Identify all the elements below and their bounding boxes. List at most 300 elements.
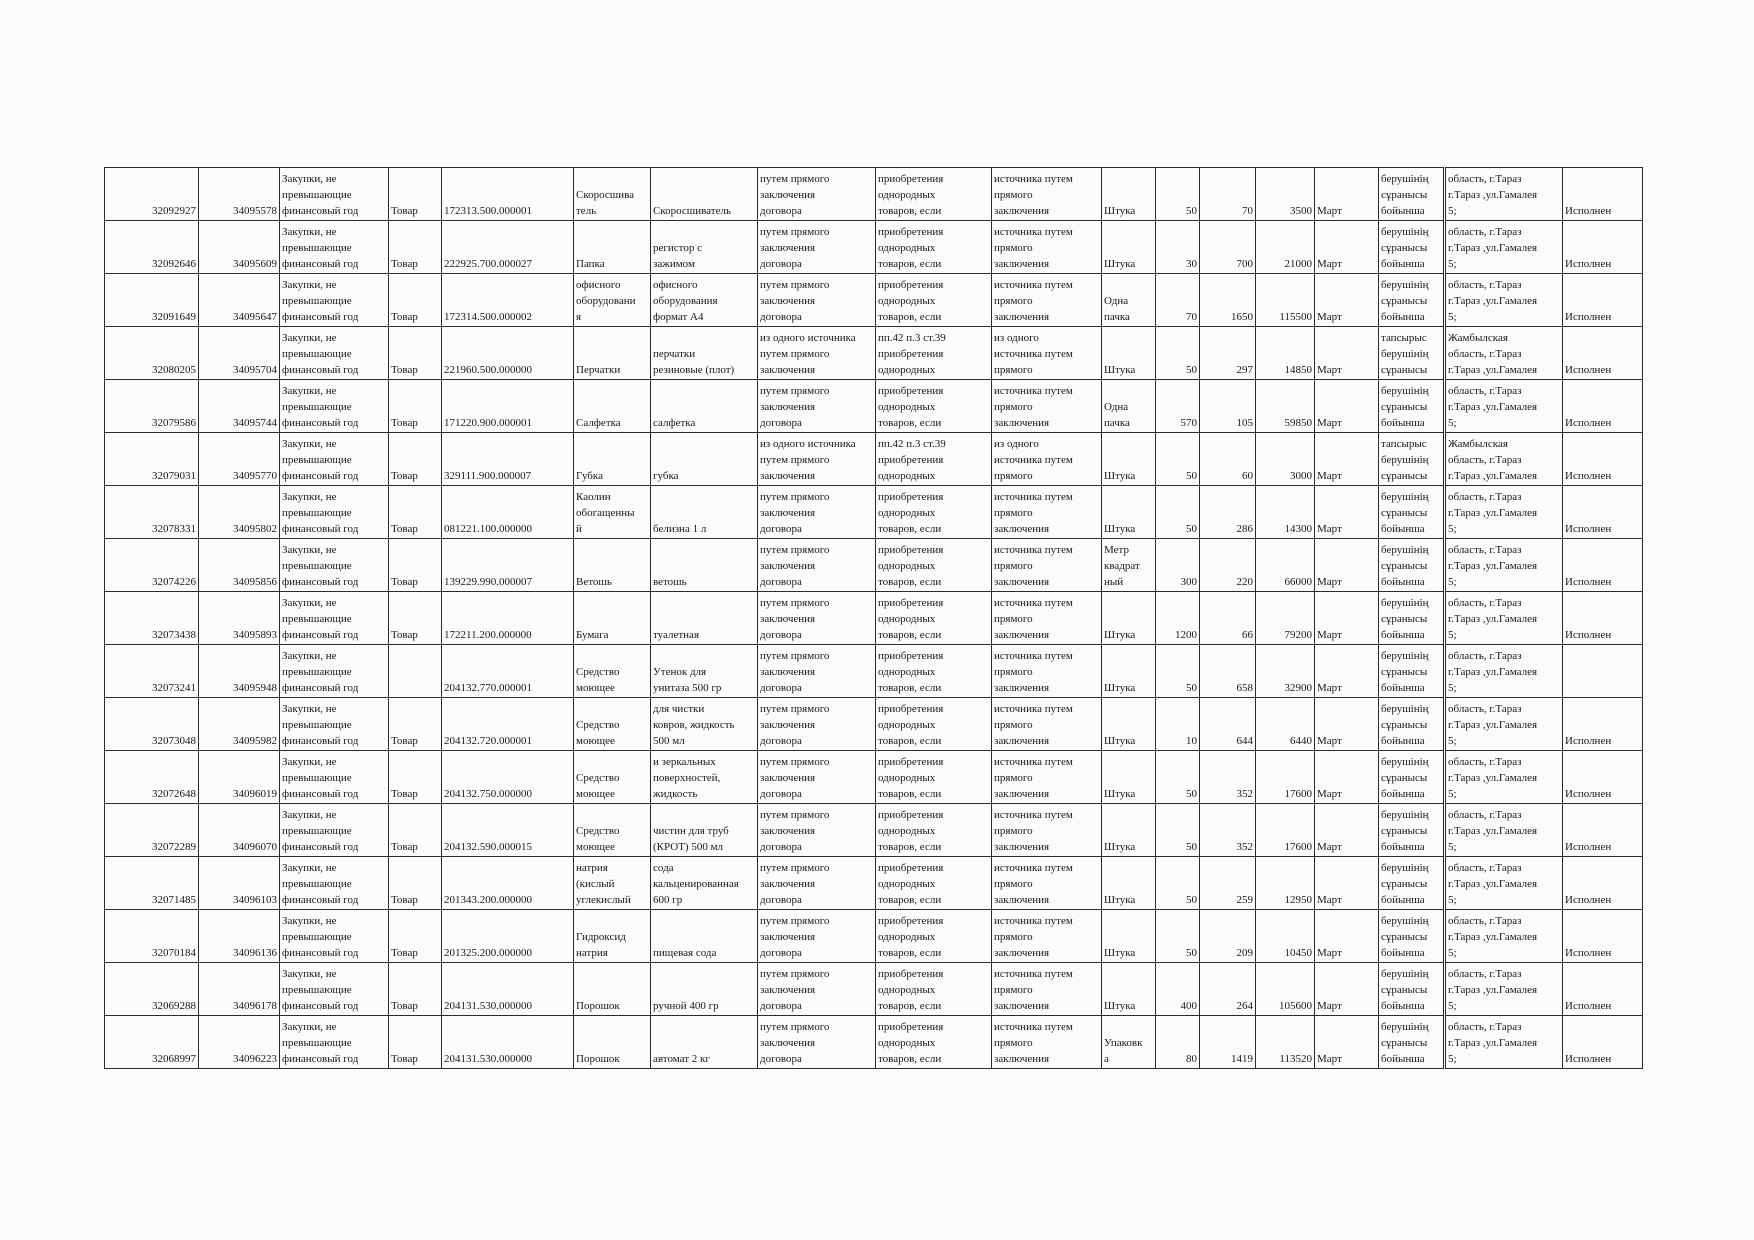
procurement-method-text: путем прямого заключения договора [760, 544, 830, 588]
method-detail-cell [992, 592, 1102, 645]
unit-cell [1102, 221, 1156, 274]
status-text: Исполнен [1565, 417, 1612, 429]
quantity-cell [1156, 274, 1200, 327]
unit-price-text: 60 [1242, 470, 1253, 482]
subject-type-text: Товар [391, 1053, 418, 1065]
reestr-number-cell [105, 963, 199, 1016]
table-row [105, 380, 1643, 433]
unit-cell [1102, 804, 1156, 857]
subject-type-text: Товар [391, 523, 418, 535]
amount-cell [1256, 1016, 1315, 1069]
unit-price-text: 66 [1242, 629, 1253, 641]
delivery-terms-cell [1379, 274, 1445, 327]
table-row [105, 963, 1643, 1016]
reestr-number-cell [105, 380, 199, 433]
subject-type-text: Товар [391, 841, 418, 853]
reestr-number-cell [105, 751, 199, 804]
subject-type-cell [389, 910, 442, 963]
table-row [105, 645, 1643, 698]
item-name-cell [574, 804, 651, 857]
unit-cell [1102, 910, 1156, 963]
month-cell [1315, 433, 1379, 486]
procurement-method-cell [758, 645, 876, 698]
delivery-terms-cell [1379, 592, 1445, 645]
item-name-text: Ветошь [576, 576, 612, 588]
item-number-cell [199, 539, 280, 592]
amount-text: 21000 [1284, 258, 1312, 270]
procurement-type-text: Закупки, не превышающие финансовый год [282, 385, 359, 429]
item-number-text: 34095893 [233, 629, 277, 641]
unit-cell [1102, 486, 1156, 539]
month-text: Март [1317, 947, 1342, 959]
method-detail-text: источника путем прямого заключения [994, 650, 1073, 694]
item-description-cell [651, 433, 758, 486]
reestr-number-cell [105, 274, 199, 327]
item-description-cell [651, 751, 758, 804]
item-name-cell [574, 910, 651, 963]
method-detail-text: из одного источника путем прямого [994, 438, 1073, 482]
status-text: Исполнен [1565, 1000, 1612, 1012]
method-detail-cell [992, 433, 1102, 486]
delivery-terms-cell [1379, 539, 1445, 592]
amount-cell [1256, 751, 1315, 804]
procurement-method-text: путем прямого заключения договора [760, 862, 830, 906]
unit-text: Упаковк а [1104, 1037, 1143, 1065]
delivery-place-text: область, г.Тараз г.Тараз ,ул.Гамалея 5; [1448, 703, 1538, 747]
amount-cell [1256, 910, 1315, 963]
status-cell [1563, 486, 1643, 539]
month-text: Март [1317, 576, 1342, 588]
procurement-type-cell [280, 221, 389, 274]
ktru-code-text: 222925.700.000027 [444, 258, 532, 270]
procurement-method-text: путем прямого заключения договора [760, 1021, 830, 1065]
month-text: Март [1317, 364, 1342, 376]
item-name-cell [574, 274, 651, 327]
amount-cell [1256, 327, 1315, 380]
ktru-code-text: 201325.200.000000 [444, 947, 532, 959]
table-row [105, 592, 1643, 645]
item-number-text: 34095982 [233, 735, 277, 747]
delivery-place-cell [1445, 592, 1563, 645]
reestr-number-text: 32069288 [152, 1000, 196, 1012]
reestr-number-cell [105, 539, 199, 592]
item-name-cell [574, 963, 651, 1016]
status-text: Исполнен [1565, 258, 1612, 270]
month-text: Март [1317, 735, 1342, 747]
unit-cell [1102, 698, 1156, 751]
month-cell [1315, 327, 1379, 380]
item-description-text: Утенок для унитаза 500 гр [653, 666, 722, 694]
reestr-number-cell [105, 1016, 199, 1069]
method-detail-cell [992, 486, 1102, 539]
reestr-number-text: 32074226 [152, 576, 196, 588]
quantity-text: 50 [1186, 470, 1197, 482]
amount-text: 3500 [1290, 205, 1312, 217]
legal-basis-text: приобретения однородных товаров, если [878, 862, 944, 906]
procurement-type-text: Закупки, не превышающие финансовый год [282, 438, 359, 482]
reestr-number-cell [105, 433, 199, 486]
status-cell [1563, 910, 1643, 963]
delivery-place-cell [1445, 963, 1563, 1016]
reestr-number-text: 32080205 [152, 364, 196, 376]
delivery-terms-text: берушінің сұранысы бойынша [1381, 862, 1429, 906]
item-number-text: 34095770 [233, 470, 277, 482]
item-number-text: 34095647 [233, 311, 277, 323]
method-detail-cell [992, 751, 1102, 804]
amount-text: 17600 [1284, 841, 1312, 853]
reestr-number-cell [105, 327, 199, 380]
unit-price-text: 700 [1236, 258, 1253, 270]
procurement-type-cell [280, 380, 389, 433]
item-description-text: пищевая сода [653, 947, 717, 959]
delivery-terms-text: берушінің сұранысы бойынша [1381, 1021, 1429, 1065]
unit-cell [1102, 963, 1156, 1016]
delivery-terms-cell [1379, 804, 1445, 857]
status-text: Исполнен [1565, 364, 1612, 376]
amount-cell [1256, 433, 1315, 486]
month-text: Март [1317, 682, 1342, 694]
unit-price-text: 220 [1236, 576, 1253, 588]
procurement-type-cell [280, 539, 389, 592]
status-cell [1563, 857, 1643, 910]
amount-text: 6440 [1290, 735, 1312, 747]
month-cell [1315, 645, 1379, 698]
method-detail-text: из одного источника путем прямого [994, 332, 1073, 376]
legal-basis-text: приобретения однородных товаров, если [878, 703, 944, 747]
unit-price-cell [1200, 804, 1256, 857]
quantity-text: 300 [1180, 576, 1197, 588]
delivery-place-text: область, г.Тараз г.Тараз ,ул.Гамалея 5; [1448, 597, 1538, 641]
month-text: Март [1317, 470, 1342, 482]
method-detail-text: источника путем прямого заключения [994, 703, 1073, 747]
unit-cell [1102, 592, 1156, 645]
quantity-cell [1156, 380, 1200, 433]
quantity-text: 70 [1186, 311, 1197, 323]
ktru-code-text: 171220.900.000001 [444, 417, 532, 429]
delivery-place-text: область, г.Тараз г.Тараз ,ул.Гамалея 5; [1448, 650, 1538, 694]
quantity-text: 1200 [1175, 629, 1197, 641]
legal-basis-text: приобретения однородных товаров, если [878, 968, 944, 1012]
procurement-method-cell [758, 698, 876, 751]
unit-price-cell [1200, 221, 1256, 274]
legal-basis-text: пп.42 п.3 ст.39 приобретения однородных [878, 332, 946, 376]
procurement-type-text: Закупки, не превышающие финансовый год [282, 1021, 359, 1065]
status-text: Исполнен [1565, 788, 1612, 800]
quantity-text: 400 [1180, 1000, 1197, 1012]
month-cell [1315, 963, 1379, 1016]
month-text: Март [1317, 788, 1342, 800]
delivery-terms-text: берушінің сұранысы бойынша [1381, 809, 1429, 853]
legal-basis-cell [876, 274, 992, 327]
item-name-cell [574, 433, 651, 486]
item-name-cell [574, 1016, 651, 1069]
ktru-code-cell [442, 857, 574, 910]
quantity-cell [1156, 221, 1200, 274]
item-name-text: Перчатки [576, 364, 621, 376]
delivery-terms-cell [1379, 1016, 1445, 1069]
unit-price-text: 259 [1236, 894, 1253, 906]
delivery-terms-cell [1379, 751, 1445, 804]
item-name-cell [574, 698, 651, 751]
quantity-cell [1156, 645, 1200, 698]
month-cell [1315, 486, 1379, 539]
delivery-place-cell [1445, 168, 1563, 221]
legal-basis-cell [876, 804, 992, 857]
procurement-type-cell [280, 168, 389, 221]
ktru-code-text: 139229.990.000007 [444, 576, 532, 588]
delivery-place-text: область, г.Тараз г.Тараз ,ул.Гамалея 5; [1448, 756, 1538, 800]
subject-type-cell [389, 486, 442, 539]
unit-text: Штука [1104, 629, 1136, 641]
unit-price-text: 264 [1236, 1000, 1253, 1012]
procurement-type-cell [280, 433, 389, 486]
status-cell [1563, 698, 1643, 751]
delivery-place-cell [1445, 274, 1563, 327]
month-cell [1315, 592, 1379, 645]
delivery-place-text: область, г.Тараз г.Тараз ,ул.Гамалея 5; [1448, 862, 1538, 906]
status-cell [1563, 327, 1643, 380]
item-name-text: Бумага [576, 629, 609, 641]
reestr-number-text: 32079586 [152, 417, 196, 429]
item-number-cell [199, 433, 280, 486]
legal-basis-text: пп.42 п.3 ст.39 приобретения однородных [878, 438, 946, 482]
legal-basis-text: приобретения однородных товаров, если [878, 226, 944, 270]
reestr-number-text: 32070184 [152, 947, 196, 959]
status-cell [1563, 274, 1643, 327]
reestr-number-cell [105, 698, 199, 751]
month-cell [1315, 1016, 1379, 1069]
unit-cell [1102, 1016, 1156, 1069]
item-name-text: Папка [576, 258, 605, 270]
item-number-text: 34095744 [233, 417, 277, 429]
unit-price-cell [1200, 592, 1256, 645]
item-name-cell [574, 645, 651, 698]
procurement-method-text: путем прямого заключения договора [760, 385, 830, 429]
month-text: Март [1317, 417, 1342, 429]
subject-type-cell [389, 963, 442, 1016]
legal-basis-cell [876, 910, 992, 963]
quantity-cell [1156, 486, 1200, 539]
delivery-place-text: область, г.Тараз г.Тараз ,ул.Гамалея 5; [1448, 385, 1538, 429]
status-cell [1563, 380, 1643, 433]
unit-price-text: 352 [1236, 841, 1253, 853]
procurement-type-text: Закупки, не превышающие финансовый год [282, 809, 359, 853]
subject-type-text: Товар [391, 894, 418, 906]
amount-text: 113520 [1279, 1053, 1312, 1065]
status-cell [1563, 751, 1643, 804]
ktru-code-text: 204132.750.000000 [444, 788, 532, 800]
method-detail-cell [992, 327, 1102, 380]
item-name-text: Губка [576, 470, 603, 482]
month-text: Март [1317, 894, 1342, 906]
procurement-type-cell [280, 804, 389, 857]
quantity-cell [1156, 168, 1200, 221]
procurement-table [104, 167, 1643, 1069]
item-number-text: 34095856 [233, 576, 277, 588]
legal-basis-text: приобретения однородных товаров, если [878, 915, 944, 959]
quantity-text: 50 [1186, 788, 1197, 800]
item-number-cell [199, 698, 280, 751]
item-name-cell [574, 539, 651, 592]
legal-basis-text: приобретения однородных товаров, если [878, 173, 944, 217]
unit-cell [1102, 168, 1156, 221]
status-text: Исполнен [1565, 629, 1612, 641]
status-cell [1563, 963, 1643, 1016]
table-row [105, 910, 1643, 963]
procurement-method-text: путем прямого заключения договора [760, 279, 830, 323]
delivery-terms-text: берушінің сұранысы бойынша [1381, 544, 1429, 588]
method-detail-text: источника путем прямого заключения [994, 915, 1073, 959]
procurement-type-cell [280, 910, 389, 963]
amount-text: 17600 [1284, 788, 1312, 800]
status-cell [1563, 645, 1643, 698]
method-detail-cell [992, 804, 1102, 857]
quantity-cell [1156, 539, 1200, 592]
reestr-number-cell [105, 910, 199, 963]
method-detail-cell [992, 1016, 1102, 1069]
subject-type-cell [389, 857, 442, 910]
ktru-code-text: 204131.530.000000 [444, 1053, 532, 1065]
status-text: Исполнен [1565, 735, 1612, 747]
status-cell [1563, 168, 1643, 221]
item-number-text: 34096223 [233, 1053, 277, 1065]
month-text: Март [1317, 1000, 1342, 1012]
legal-basis-text: приобретения однородных товаров, если [878, 1021, 944, 1065]
month-cell [1315, 857, 1379, 910]
item-description-cell [651, 274, 758, 327]
subject-type-cell [389, 539, 442, 592]
status-text: Исполнен [1565, 576, 1612, 588]
item-number-cell [199, 327, 280, 380]
item-description-text: губка [653, 470, 679, 482]
subject-type-cell [389, 433, 442, 486]
reestr-number-text: 32072289 [152, 841, 196, 853]
status-text: Исполнен [1565, 947, 1612, 959]
ktru-code-cell [442, 804, 574, 857]
unit-text: Штука [1104, 1000, 1136, 1012]
ktru-code-cell [442, 910, 574, 963]
procurement-type-text: Закупки, не превышающие финансовый год [282, 703, 359, 747]
ktru-code-text: 204132.720.000001 [444, 735, 532, 747]
status-cell [1563, 539, 1643, 592]
status-text: Исполнен [1565, 205, 1612, 217]
reestr-number-text: 32073241 [152, 682, 196, 694]
item-number-text: 34095948 [233, 682, 277, 694]
method-detail-cell [992, 168, 1102, 221]
legal-basis-cell [876, 698, 992, 751]
status-text: Исполнен [1565, 1053, 1612, 1065]
delivery-terms-text: берушінің сұранысы бойынша [1381, 968, 1429, 1012]
reestr-number-cell [105, 804, 199, 857]
method-detail-cell [992, 963, 1102, 1016]
subject-type-text: Товар [391, 205, 418, 217]
unit-cell [1102, 857, 1156, 910]
reestr-number-cell [105, 645, 199, 698]
unit-price-cell [1200, 274, 1256, 327]
subject-type-text: Товар [391, 788, 418, 800]
item-description-cell [651, 327, 758, 380]
legal-basis-cell [876, 539, 992, 592]
item-number-cell [199, 963, 280, 1016]
procurement-method-text: путем прямого заключения договора [760, 597, 830, 641]
unit-cell [1102, 433, 1156, 486]
method-detail-cell [992, 857, 1102, 910]
unit-price-cell [1200, 1016, 1256, 1069]
item-description-text: Скоросшиватель [653, 205, 731, 217]
reestr-number-text: 32091649 [152, 311, 196, 323]
legal-basis-cell [876, 645, 992, 698]
unit-price-cell [1200, 751, 1256, 804]
item-number-text: 34096070 [233, 841, 277, 853]
item-number-cell [199, 380, 280, 433]
procurement-method-text: из одного источника путем прямого заключения [760, 332, 856, 376]
item-description-cell [651, 804, 758, 857]
amount-cell [1256, 221, 1315, 274]
procurement-type-text: Закупки, не превышающие финансовый год [282, 279, 359, 323]
procurement-method-text: путем прямого заключения договора [760, 915, 830, 959]
procurement-type-text: Закупки, не превышающие финансовый год [282, 226, 359, 270]
procurement-type-cell [280, 486, 389, 539]
method-detail-text: источника путем прямого заключения [994, 279, 1073, 323]
unit-text: Штука [1104, 735, 1136, 747]
amount-text: 14850 [1284, 364, 1312, 376]
quantity-cell [1156, 804, 1200, 857]
subject-type-cell [389, 327, 442, 380]
item-number-text: 34095704 [233, 364, 277, 376]
month-text: Март [1317, 841, 1342, 853]
reestr-number-cell [105, 857, 199, 910]
item-name-text: Средство моющее [576, 772, 620, 800]
month-text: Март [1317, 629, 1342, 641]
legal-basis-text: приобретения однородных товаров, если [878, 544, 944, 588]
amount-text: 3000 [1290, 470, 1312, 482]
delivery-terms-cell [1379, 327, 1445, 380]
amount-cell [1256, 539, 1315, 592]
month-text: Март [1317, 258, 1342, 270]
item-number-text: 34096103 [233, 894, 277, 906]
unit-cell [1102, 751, 1156, 804]
reestr-number-cell [105, 221, 199, 274]
unit-text: Штука [1104, 841, 1136, 853]
quantity-cell [1156, 751, 1200, 804]
month-text: Март [1317, 311, 1342, 323]
item-description-text: для чистки ковров, жидкость 500 мл [653, 703, 735, 747]
legal-basis-text: приобретения однородных товаров, если [878, 385, 944, 429]
item-number-text: 34096178 [233, 1000, 277, 1012]
method-detail-cell [992, 645, 1102, 698]
item-name-cell [574, 168, 651, 221]
item-description-cell [651, 1016, 758, 1069]
item-name-cell [574, 221, 651, 274]
subject-type-cell [389, 698, 442, 751]
quantity-text: 570 [1180, 417, 1197, 429]
procurement-method-cell [758, 221, 876, 274]
status-cell [1563, 433, 1643, 486]
delivery-place-text: область, г.Тараз г.Тараз ,ул.Гамалея 5; [1448, 173, 1538, 217]
reestr-number-text: 32072648 [152, 788, 196, 800]
item-name-cell [574, 751, 651, 804]
legal-basis-cell [876, 1016, 992, 1069]
method-detail-cell [992, 539, 1102, 592]
reestr-number-cell [105, 592, 199, 645]
item-description-cell [651, 168, 758, 221]
unit-price-text: 209 [1236, 947, 1253, 959]
delivery-terms-text: берушінің сұранысы бойынша [1381, 385, 1429, 429]
subject-type-text: Товар [391, 364, 418, 376]
item-name-text: Средство моющее [576, 719, 620, 747]
item-name-cell [574, 380, 651, 433]
reestr-number-text: 32092927 [152, 205, 196, 217]
